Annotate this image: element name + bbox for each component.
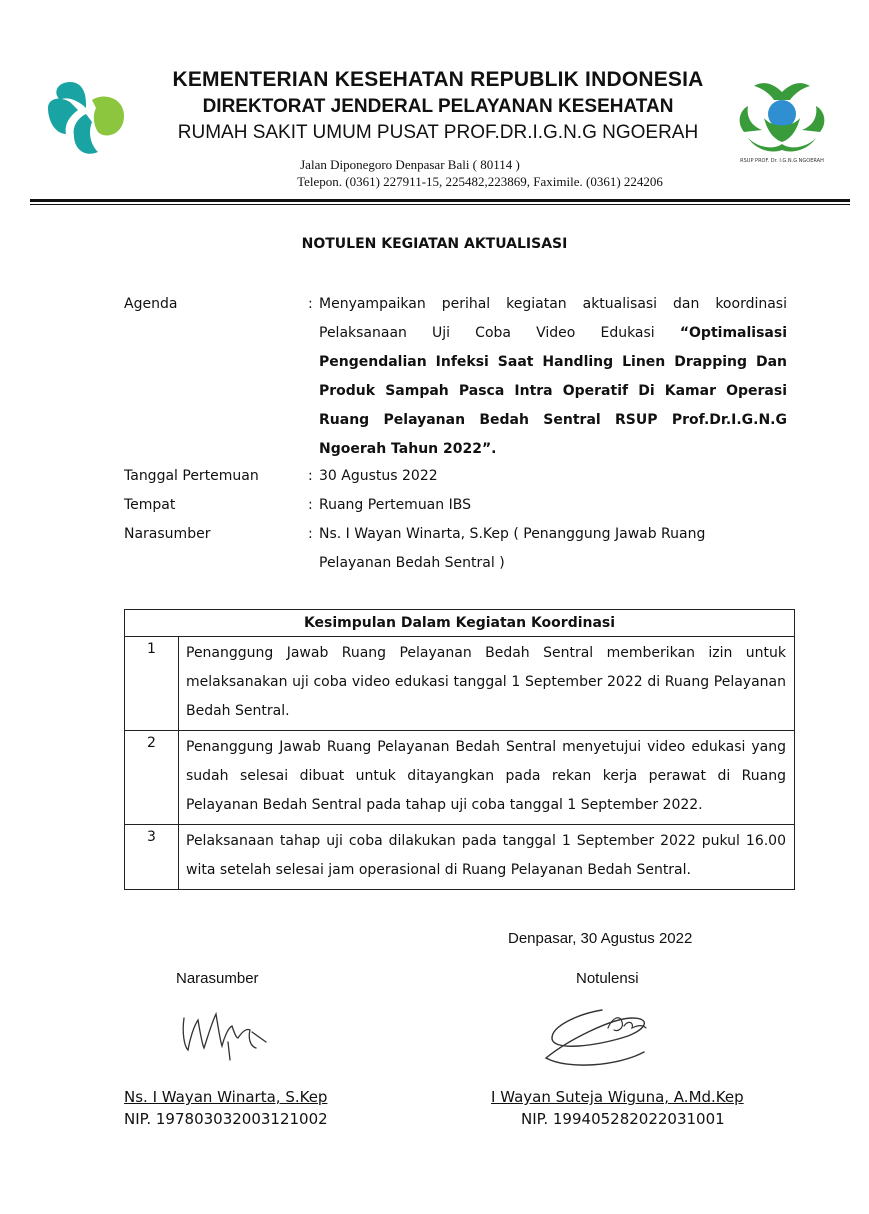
speaker-value-line2: Pelayanan Bedah Sentral ) (319, 555, 505, 571)
speaker-name: Ns. I Wayan Winarta, S.Kep (124, 1088, 328, 1106)
row-text: Penanggung Jawab Ruang Pelayanan Bedah Sentral memberikan izin untuk melaksanakan uji coba video edukasi tanggal 1 September 2022 di Ruang Pelayanan Bedah Sentral. (179, 637, 795, 731)
emblem-caption: RSUP PROF. Dr. I.G.N.G NGOERAH (740, 158, 824, 164)
header-divider-thin (30, 204, 850, 205)
agenda-bold-title: “Optimalisasi Pengendalian Infeksi Saat Handling Linen Drapping Dan Produk Sampah Pasca Intra Operatif Di Kamar Operasi Ruang Pelayanan Bedah Sentral RSUP Prof.Dr.I.G.N.G Ngoerah Tahun 2022”. (319, 325, 787, 457)
header-divider (30, 199, 850, 202)
document-title: NOTULEN KEGIATAN AKTUALISASI (301, 236, 568, 252)
phone-line: Telepon. (0361) 227911-15, 225482,223869, Faximile. (0361) 224206 (297, 174, 663, 189)
row-number: 2 (125, 731, 179, 825)
speaker-role: Narasumber (176, 970, 259, 987)
date-value: 30 Agustus 2022 (319, 468, 438, 484)
speaker-nip: NIP. 197803032003121002 (124, 1110, 328, 1128)
notetaker-nip: NIP. 199405282022031001 (521, 1110, 725, 1128)
notetaker-signature-icon (538, 996, 668, 1076)
agenda-value (319, 290, 787, 464)
notetaker-role: Notulensi (576, 970, 639, 987)
notetaker-name: I Wayan Suteja Wiguna, A.Md.Kep (491, 1088, 744, 1106)
hospital-heading: RUMAH SAKIT UMUM PUSAT PROF.DR.I.G.N.G NGOERAH (177, 122, 699, 143)
table-header-row (125, 610, 795, 637)
row-number: 3 (125, 825, 179, 890)
ministry-heading: KEMENTERIAN KESEHATAN REPUBLIK INDONESIA (172, 68, 704, 91)
agenda-text: Menyampaikan perihal kegiatan aktualisasi dan koordinasi Pelaksanaan Uji Coba Video Edukasi (319, 296, 787, 341)
ministry-of-health-logo-icon (44, 78, 128, 162)
table-row (125, 637, 795, 731)
place-value: Ruang Pertemuan IBS (319, 497, 471, 513)
table-row (125, 825, 795, 890)
speaker-label: Narasumber (124, 526, 211, 542)
speaker-value-line1: Ns. I Wayan Winarta, S.Kep ( Penanggung Jawab Ruang (319, 526, 706, 542)
row-number: 1 (125, 637, 179, 731)
hospital-emblem-icon (734, 78, 830, 166)
directorate-heading: DIREKTORAT JENDERAL PELAYANAN KESEHATAN (202, 96, 674, 117)
date-label: Tanggal Pertemuan (124, 468, 259, 484)
table-row (125, 731, 795, 825)
agenda-colon: : (308, 296, 313, 312)
table-header: Kesimpulan Dalam Kegiatan Koordinasi (125, 610, 795, 637)
address-line: Jalan Diponegoro Denpasar Bali ( 80114 ) (300, 157, 520, 172)
place-and-date: Denpasar, 30 Agustus 2022 (508, 930, 693, 947)
date-colon: : (308, 468, 313, 484)
row-text: Pelaksanaan tahap uji coba dilakukan pada tanggal 1 September 2022 pukul 16.00 wita setelah selesai jam operasional di Ruang Pelayanan Bedah Sentral. (179, 825, 795, 890)
speaker-colon: : (308, 526, 313, 542)
row-text: Penanggung Jawab Ruang Pelayanan Bedah Sentral menyetujui video edukasi yang sudah selesai dibuat untuk ditayangkan pada rekan kerja perawat di Ruang Pelayanan Bedah Sentral pada tahap uji coba tanggal 1 September 2022. (179, 731, 795, 825)
place-label: Tempat (124, 497, 176, 513)
agenda-label: Agenda (124, 296, 178, 312)
speaker-signature-icon (176, 998, 276, 1062)
conclusions-table (124, 609, 795, 890)
place-colon: : (308, 497, 313, 513)
